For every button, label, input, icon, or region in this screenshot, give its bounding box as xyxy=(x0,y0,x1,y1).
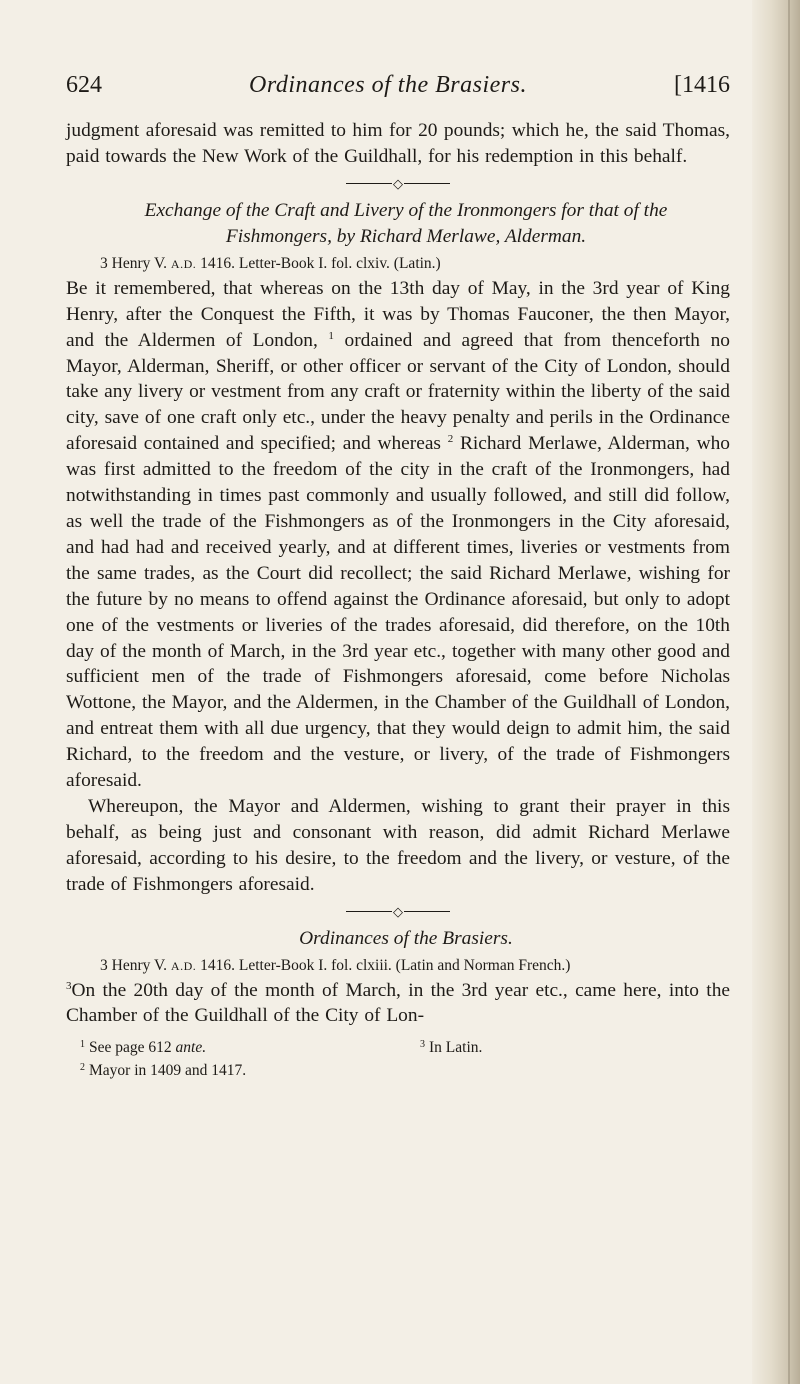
footnote-marker: 2 xyxy=(447,433,454,446)
section-source-exchange: 3 Henry V. A.D. 1416. Letter-Book I. fol. clxiv. (Latin.) xyxy=(100,254,441,272)
paragraph-exchange-main: Be it remembered, that whereas on the 13th day of May, in the 3rd year of King Henry, after the Conquest the Fifth, it was by Thomas Fauconer, the then Mayor, and the Aldermen of London, $^1$ ordained and agreed that from thenceforth no Mayor, Alderman, Sheriff, or other officer or servant of the City of London, should take any livery or vestment from any craft or fraternity within the liberty of the said city, save of one craft only etc., under the heavy penalty and perils in the Ordinance aforesaid contained and specified; and whereas $^2$ Richard Merlawe, Alderman, who was first admitted to the freedom of the city in the craft of the Ironmongers, had notwithstanding in times past commonly and usually followed, and still did follow, as well the trade of the Fishmongers as of the Ironmongers in the City aforesaid, and had had and received yearly, and at different times, liveries or vestments from the same trades, as the Court did recollect; the said Richard Merlawe, wishing for the future by no means to offend against the Ordinance aforesaid, but only to adopt one of the vestments or liveries of the trades aforesaid, did therefore, on the 10th day of the month of March, in the 3rd year etc., together with many other good and sufficient men of the trade of Fishmongers aforesaid, come before Nicholas Wottone, the Mayor, and the Aldermen, in the Chamber of the Guildhall of London, and entreat them with all due urgency, that they would deign to admit him, the said Richard, to the freedom and the vesture, or livery, of the trade of Fishmongers aforesaid. xyxy=(66,277,730,792)
running-header xyxy=(66,72,730,106)
section-source-brasiers: 3 Henry V. A.D. 1416. Letter-Book I. fol. clxiii. (Latin and Norman French.) xyxy=(100,956,571,974)
running-title: Ordinances of the Brasiers. xyxy=(249,72,527,98)
paragraph-brasiers: $^3$On the 20th day of the month of March, in the 3rd year etc., came here, into the Chamber of the Guildhall of the City of Lon- xyxy=(66,979,730,1027)
section-separator xyxy=(66,900,730,924)
footnote-3: $^3$ In Latin. xyxy=(420,1039,483,1057)
page-number: 624 xyxy=(66,72,102,98)
diamond-icon: ◇ xyxy=(393,175,403,191)
section-heading-exchange: Exchange of the Craft and Livery of the Ironmongers for that of the Fishmongers, by Richard Merlawe, Alderman. xyxy=(144,199,668,247)
section-separator xyxy=(66,172,730,196)
book-page xyxy=(66,72,730,1081)
footnotes xyxy=(66,1035,730,1081)
diamond-icon: ◇ xyxy=(393,903,403,919)
page-edge-line xyxy=(788,0,790,1384)
footnote-1: $^1$ See page 612 ante. xyxy=(80,1039,207,1057)
footnote-2: $^2$ Mayor in 1409 and 1417. xyxy=(80,1062,247,1080)
header-year: [1416 xyxy=(673,72,730,98)
footnote-marker: 3 xyxy=(66,979,72,992)
page-edge-shadow xyxy=(752,0,800,1384)
paragraph-exchange-whereupon: Whereupon, the Mayor and Aldermen, wishing to grant their prayer in this behalf, as being just and consonant with reason, did admit Richard Merlawe aforesaid, according to his desire, to the freedom and the livery, or vesture, of the trade of Fishmongers aforesaid. xyxy=(66,795,730,895)
section-heading-brasiers: Ordinances of the Brasiers. xyxy=(299,927,513,949)
paragraph-continued: judgment aforesaid was remitted to him for 20 pounds; which he, the said Thomas, paid towards the New Work of the Guildhall, for his redemption in this behalf. xyxy=(66,120,730,167)
footnote-marker: 1 xyxy=(328,329,334,342)
